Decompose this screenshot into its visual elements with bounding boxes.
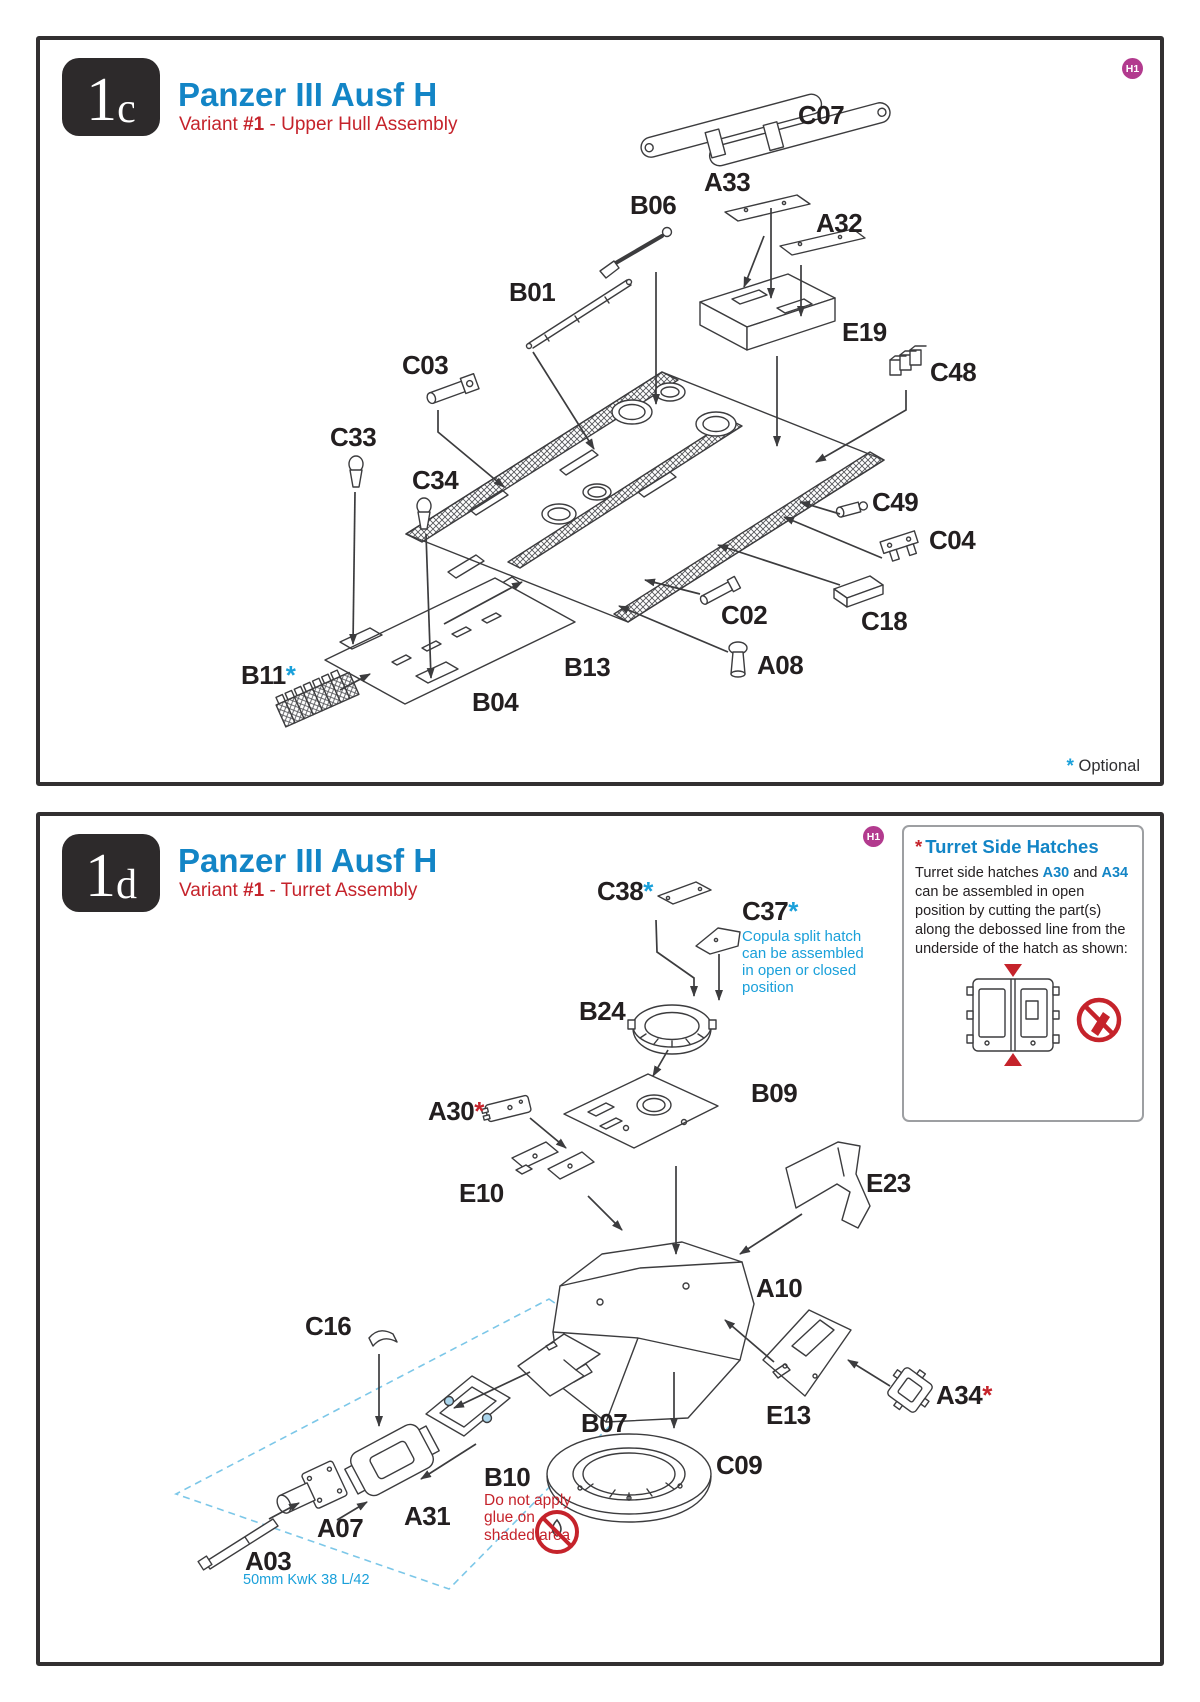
part-label-e19: E19 [842, 317, 887, 347]
part-label-e10: E10 [459, 1178, 504, 1208]
optional-legend: * Optional [1066, 756, 1140, 777]
part-label-a32: A32 [816, 208, 863, 238]
part-label-c03: C03 [402, 350, 449, 380]
no-scribe-icon [1079, 1000, 1119, 1040]
section-number-small: c [117, 86, 136, 133]
part-label-b09: B09 [751, 1078, 798, 1108]
hatch-cut-diagram [923, 963, 1139, 1081]
part-label-b04: B04 [472, 687, 519, 717]
part-label-c48: C48 [930, 357, 977, 387]
part-label-a33: A33 [704, 167, 751, 197]
page-title: Panzer III Ausf H [178, 76, 438, 113]
part-label-b13: B13 [564, 652, 611, 682]
section-number-1c [62, 58, 160, 136]
panel-turret-assembly [36, 812, 1164, 1666]
part-label-a03: A03 [245, 1546, 292, 1576]
section-number-1d [62, 834, 160, 912]
optional-asterisk: * [285, 660, 296, 690]
optional-asterisk: * [788, 896, 798, 926]
part-label-a08: A08 [757, 650, 804, 680]
part-label-a34: A34* [936, 1380, 992, 1410]
part-label-c02: C02 [721, 600, 768, 630]
part-label-b06: B06 [630, 190, 677, 220]
sprue-ref-badge: H1 [863, 826, 884, 847]
part-label-c18: C18 [861, 606, 908, 636]
optional-asterisk: * [643, 876, 653, 906]
part-label-a30: A30* [428, 1096, 484, 1126]
panel-upper-hull-assembly [36, 36, 1164, 786]
part-label-b10: B10 [484, 1462, 531, 1492]
part-label-b24: B24 [579, 996, 626, 1026]
section-number-small: d [116, 862, 137, 909]
note-box-title: * Turret Side Hatches [915, 836, 1099, 857]
sprue-ref-badge: H1 [1122, 58, 1143, 79]
page-title: Panzer III Ausf H [178, 842, 438, 879]
part-label-c34: C34 [412, 465, 459, 495]
turret-side-hatches-note-box [902, 825, 1144, 1122]
page-subtitle: Variant #1 - Turret Assembly [179, 880, 418, 901]
copula-hatch-note: Copula split hatch can be assembled in open or closed position [742, 928, 864, 997]
part-label-c33: C33 [330, 422, 377, 452]
part-label-a10: A10 [756, 1273, 803, 1303]
part-label-c38: C38* [597, 876, 653, 906]
part-label-c49: C49 [872, 487, 919, 517]
part-label-c37: C37* [742, 896, 798, 926]
part-label-e13: E13 [766, 1400, 811, 1430]
part-label-a07: A07 [317, 1513, 364, 1543]
section-number-big: 1 [85, 841, 116, 910]
part-label-c16: C16 [305, 1311, 352, 1341]
part-label-c04: C04 [929, 525, 976, 555]
part-label-b07: B07 [581, 1408, 628, 1438]
section-number-big: 1 [86, 65, 118, 134]
no-glue-note: Do not apply glue on shaded area [484, 1492, 572, 1544]
hatch-note-asterisk: * [474, 1096, 484, 1126]
asterisk-icon: * [1066, 756, 1074, 777]
hatch-note-asterisk: * [982, 1380, 992, 1410]
page-subtitle: Variant #1 - Upper Hull Assembly [179, 114, 458, 135]
part-label-a31: A31 [404, 1501, 451, 1531]
part-label-e23: E23 [866, 1168, 911, 1198]
part-label-c09: C09 [716, 1450, 763, 1480]
part-label-b01: B01 [509, 277, 556, 307]
asterisk-icon: * [915, 836, 923, 857]
cut-marker-icon [1004, 1053, 1022, 1066]
part-label-c07: C07 [798, 100, 845, 130]
part-label-b11: B11* [241, 660, 296, 690]
cut-marker-icon [1004, 964, 1022, 977]
gun-designation-note: 50mm KwK 38 L/42 [243, 1572, 370, 1588]
note-box-body: Turret side hatches A30 and A34 can be assembled in open position by cutting the part(s) along the debossed line from the underside of the hatch as shown: [915, 865, 1129, 957]
